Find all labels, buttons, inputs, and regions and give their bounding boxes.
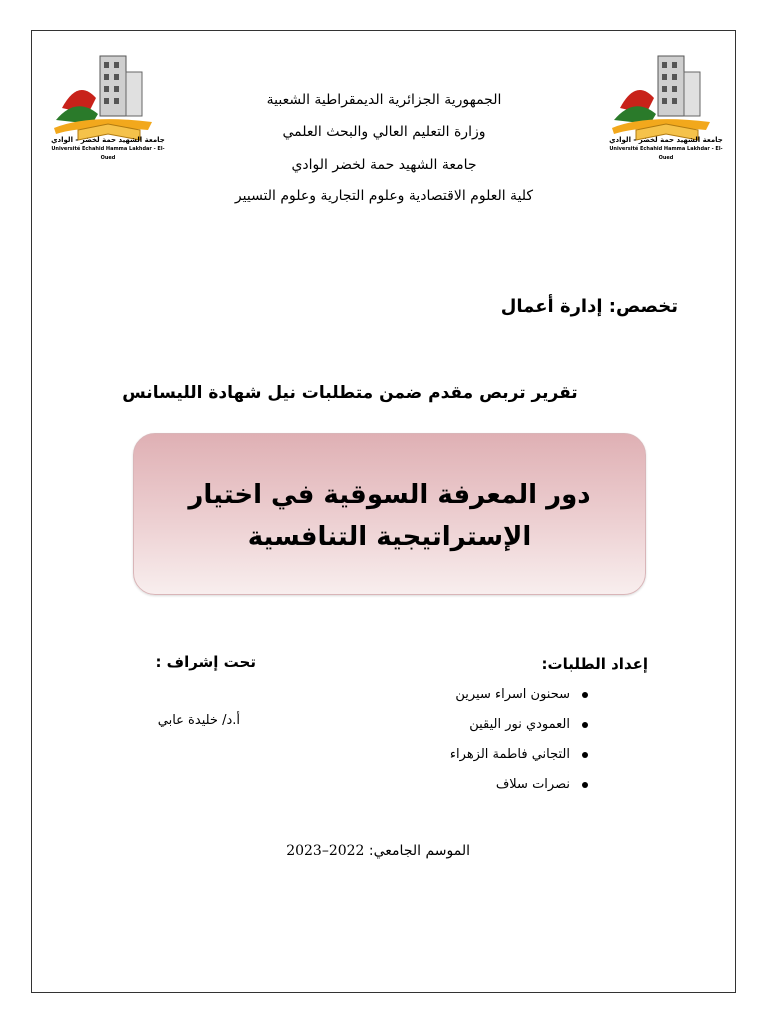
specialty: تخصص: إدارة أعمال (500, 296, 678, 317)
student-item (380, 684, 592, 714)
student-name: العمودي نور اليقين (469, 717, 570, 732)
header-university: جامعة الشهيد حمة لخضر الوادي (291, 157, 477, 173)
academic-season (200, 843, 470, 859)
bullet-icon (582, 692, 588, 698)
student-item (380, 714, 592, 744)
student-name: سحنون اسراء سيرين (455, 687, 570, 702)
student-name: التجاني فاطمة الزهراء (449, 747, 570, 762)
thesis-title (134, 474, 645, 558)
title-box (133, 433, 646, 595)
student-item (380, 774, 592, 804)
supervisor-name: أ.د/ خليدة عابي (157, 713, 240, 728)
logo-caption-french: Université Echahid Hamma Lakhdar - El-Oued (609, 146, 723, 161)
bullet-icon (582, 722, 588, 728)
students-label: إعداد الطلبات: (541, 655, 648, 673)
students-list (380, 684, 592, 804)
header-faculty: كلية العلوم الاقتصادية وعلوم التجارية وعلوم التسيير (234, 188, 534, 204)
logo-caption-arabic: جامعة الشهيد حمة لخضر - الوادي (609, 136, 723, 144)
thesis-title-line1: دور المعرفة السوقية في اختيار (188, 480, 591, 510)
supervision-label: تحت إشراف : (155, 653, 256, 671)
logo-caption-arabic: جامعة الشهيد حمة لخضر - الوادي (51, 136, 165, 144)
logo-caption-french: Université Echahid Hamma Lakhdar - El-Oued (51, 146, 165, 161)
season-years: 2022–2023 (286, 843, 365, 859)
student-item (380, 744, 592, 774)
header-ministry: وزارة التعليم العالي والبحث العلمي (282, 124, 486, 140)
season-label: الموسم الجامعي: (368, 843, 470, 859)
bullet-icon (582, 752, 588, 758)
report-description: تقرير تربص مقدم ضمن متطلبات نيل شهادة الليسانس (122, 383, 578, 403)
header-republic: الجمهورية الجزائرية الديمقراطية الشعبية (266, 92, 502, 108)
student-name: نصرات سلاف (495, 777, 570, 792)
bullet-icon (582, 782, 588, 788)
thesis-title-line2: الإستراتيجية التنافسية (247, 522, 532, 552)
